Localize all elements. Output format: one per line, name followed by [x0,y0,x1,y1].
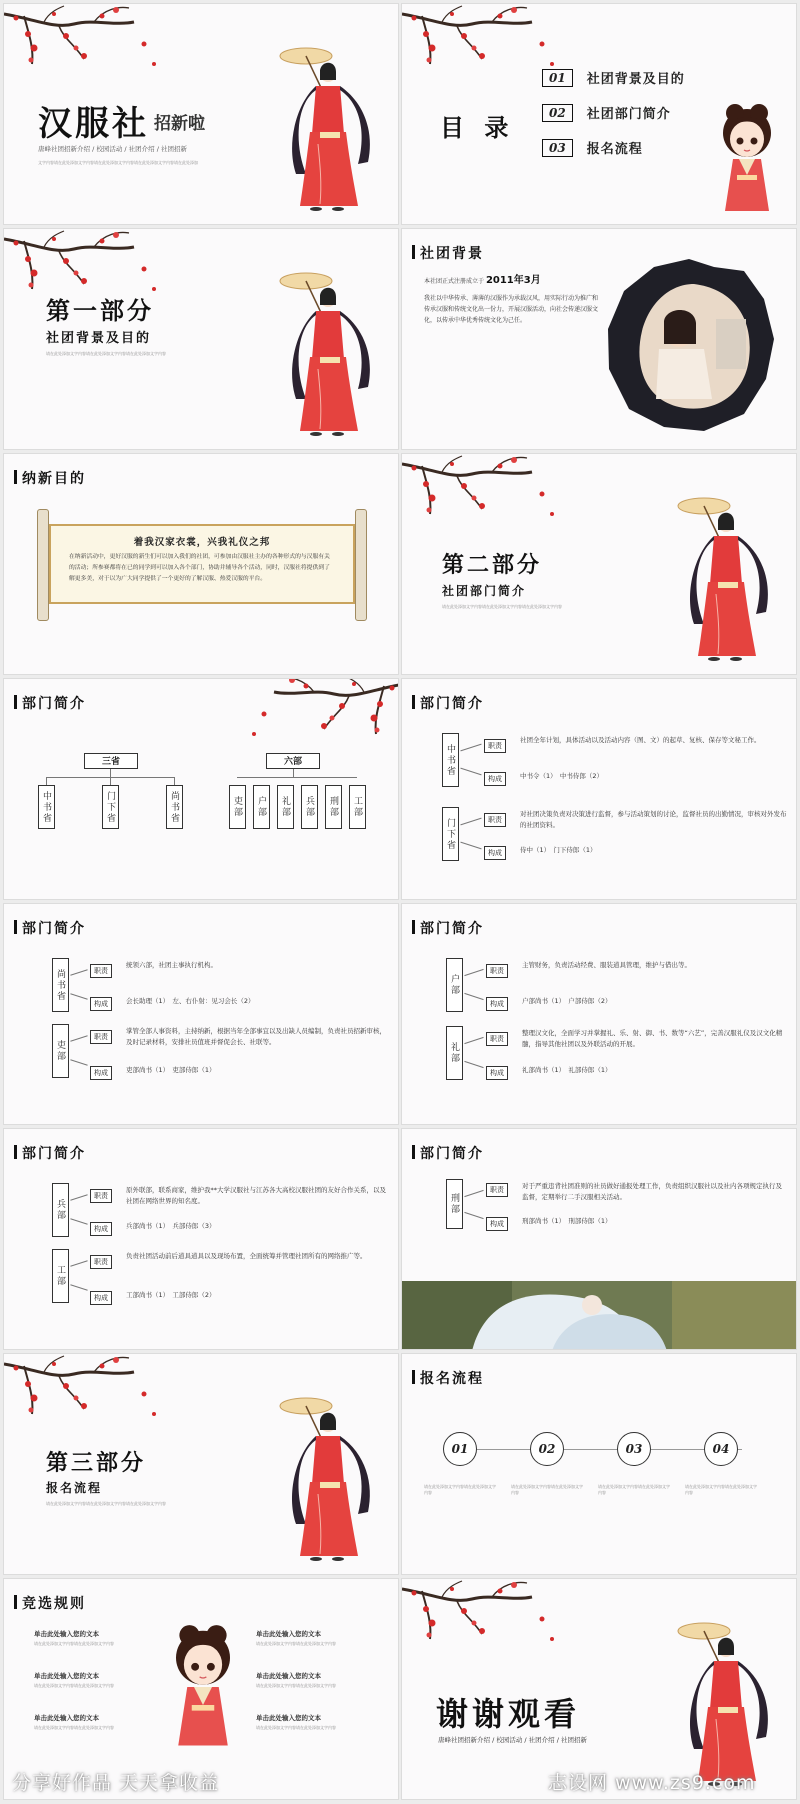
group-three-provinces: 三省 [84,753,138,769]
staff-tag: 构成 [90,1066,112,1080]
staff-tag: 构成 [90,1291,112,1305]
dept-box: 刑部 [325,785,342,829]
dept-name: 中书省 [442,733,459,787]
duty-tag: 职责 [90,1189,112,1203]
duty-text: 负责社团活动前后道具道具以及现场布置，全面统筹并管理社团所有的网络推广等。 [126,1252,367,1260]
toc-label: 社团背景及目的 [586,72,685,87]
rule-left-3: 单击此处输入您的文本 [34,1714,99,1722]
staff-text: 工部尚书（1） 工部侍郎（2） [126,1291,216,1299]
duty-tag: 职责 [484,739,506,753]
part-title: 第一部分 [46,296,154,325]
part-subtitle: 社团部门简介 [442,584,527,598]
scroll-heading: 着我汉家衣裳，兴我礼仪之邦 [133,537,271,548]
duty-text: 整理汉文化，全面学习并掌握礼、乐、射、御、书、数等“六艺”，完善汉服礼仪及汉文化精髓，指导其他社团以及外联活动的开展。 [522,1029,783,1048]
step-circle[interactable]: 04 [704,1432,738,1466]
duty-text: 主管财务，负责活动经费、服装道具管理，维护与借出等。 [522,961,691,969]
slide-heading: 纳新目的 [22,468,86,488]
toc-number: 03 [542,139,573,157]
staff-text: 会长助理（1） 左、右仆射：见习会长（2） [126,997,255,1005]
step-circle[interactable]: 02 [530,1432,564,1466]
dept-name: 吏部 [52,1024,69,1078]
chibi-girl-illustration [158,1617,248,1757]
slide-registration-process[interactable] [401,1353,797,1575]
staff-text: 吏部尚书（1） 吏部侍郎（1） [126,1066,216,1074]
toc-item-2[interactable] [542,103,671,122]
step-text: 请在此处添加文字内容请在此处添加文字内容 [424,1484,496,1495]
thanks-tagline: 唐峰社团招新介绍 / 校园活动 / 社团介绍 / 社团招新 [438,1736,587,1744]
scroll-paper [49,524,355,604]
toc-number: 02 [542,104,573,122]
slide-election-rules[interactable] [3,1578,399,1800]
dept-box: 门下省 [102,785,119,829]
step-circle[interactable]: 01 [443,1432,477,1466]
part-placeholder: 请在此处添加文字内容请在此处添加文字内容请在此处添加文字内容 [442,604,562,609]
part-subtitle: 社团背景及目的 [46,331,152,346]
slide-background[interactable] [401,228,797,450]
dept-box: 中书省 [38,785,55,829]
slide-heading: 报名流程 [420,1368,484,1388]
staff-tag: 构成 [90,1222,112,1236]
slide-heading: 部门简介 [420,693,484,713]
slide-dept-detail-5[interactable] [401,1128,797,1350]
rule-filler: 请在此处添加文字内容请在此处添加文字内容 [256,1725,336,1730]
rule-filler: 请在此处添加文字内容请在此处添加文字内容 [34,1641,114,1646]
slide-part-one[interactable] [3,228,399,450]
plum-branch-icon [402,4,562,84]
staff-tag: 构成 [486,1066,508,1080]
rule-filler: 请在此处添加文字内容请在此处添加文字内容 [256,1683,336,1688]
duty-text: 社团全年计划，具体活动以及活动内容（图、文）的起草、复核、保存等文秘工作。 [520,736,761,744]
step-text: 请在此处添加文字内容请在此处添加文字内容 [598,1484,670,1495]
staff-tag: 构成 [486,1217,508,1231]
dept-box: 户部 [253,785,270,829]
slide-heading: 部门简介 [22,1143,86,1163]
scroll-body: 在纳新活动中，更好汉服的新生们可以加入我们的社团，可参加由汉服社主办的各种形式的与汉服有关的活动；所参赛都将在已的同学到可以加入各个部门，协助并辅导各个活动，同时，汉服社将提供到了解更多美，对于以为广大同学提供了一个更好的了解汉服、热爱汉服的平台。 [69,554,330,582]
slide-cover[interactable] [3,3,399,225]
toc-item-3[interactable] [542,138,643,157]
toc-label: 报名流程 [586,142,643,157]
staff-text: 兵部尚书（1） 兵部侍郎（3） [126,1222,216,1230]
watermark-left: 分享好作品 天天拿收益 [12,1772,220,1794]
hanfu-girl-illustration [664,1609,784,1789]
staff-tag: 构成 [486,997,508,1011]
slide-heading: 部门简介 [22,693,86,713]
plum-branch-icon [4,4,164,84]
slide-contents[interactable] [401,3,797,225]
slide-thank-you[interactable] [401,1578,797,1800]
dept-box: 吏部 [229,785,246,829]
slide-heading: 部门简介 [22,918,86,938]
cover-tagline: 唐峰社团招新介绍 / 校园活动 / 社团介绍 / 社团招新 [38,145,187,153]
duty-text: 掌管全部人事资料，主持纳新，根据当年全部事宜以及出缺人员编制，负责社员招新审核，及时记录材料，安排社员值班并督促会长、社联等。 [126,1027,386,1046]
plum-branch-icon [402,1579,562,1659]
duty-text: 统领六部，社团主事执行机构。 [126,961,217,969]
slide-dept-detail-2[interactable] [3,903,399,1125]
thanks-title: 谢谢观看 [436,1695,581,1733]
brush-photo-frame [594,249,784,439]
staff-text: 侍中（1） 门下侍郎（1） [520,846,597,854]
dept-name: 工部 [52,1249,69,1303]
slide-heading: 部门简介 [420,918,484,938]
part-placeholder: 请在此处添加文字内容请在此处添加文字内容请在此处添加文字内容 [46,1501,166,1506]
cover-placeholder: 文字内容请在此处添加文字内容请在此处添加文字内容请在此处添加文字内容请在此处添加 [38,160,198,165]
staff-text: 刑部尚书（1） 刑部侍郎（1） [522,1217,612,1225]
duty-text: 对于严重违背社团准则的社员做好通报处理工作，负责组织汉服社以及社内各项规定执行及监督，定期举行二手汉服相关活动。 [522,1182,782,1201]
rule-right-1: 单击此处输入您的文本 [256,1630,321,1638]
dept-name: 尚书省 [52,958,69,1012]
contents-title: 目 录 [440,113,515,142]
background-lead [424,275,604,287]
hanfu-girl-illustration [266,34,386,214]
staff-text: 户部尚书（1） 户部侍郎（2） [522,997,612,1005]
dept-box: 工部 [349,785,366,829]
part-title: 第三部分 [46,1450,147,1476]
step-text: 请在此处添加文字内容请在此处添加文字内容 [511,1484,583,1495]
duty-tag: 职责 [90,964,112,978]
slide-heading: 部门简介 [420,1143,484,1163]
dept-box: 尚书省 [166,785,183,829]
slide-heading: 竞选规则 [22,1593,86,1613]
slide-dept-detail-1[interactable] [401,678,797,900]
duty-tag: 职责 [486,1032,508,1046]
toc-label: 社团部门简介 [586,107,671,122]
rule-filler: 请在此处添加文字内容请在此处添加文字内容 [256,1641,336,1646]
staff-text: 礼部尚书（1） 礼部侍郎（1） [522,1066,612,1074]
staff-tag: 构成 [90,997,112,1011]
dept-box: 礼部 [277,785,294,829]
rule-left-2: 单击此处输入您的文本 [34,1672,99,1680]
dept-name: 礼部 [446,1026,463,1080]
slide-dept-detail-4[interactable] [3,1128,399,1350]
chibi-girl-illustration [707,99,787,219]
slide-recruit-purpose[interactable] [3,453,399,675]
duty-tag: 职责 [486,1183,508,1197]
group-six-ministries: 六部 [266,753,320,769]
cover-subtitle: 招新啦 [154,114,205,134]
background-lead-text: 本社团正式注册成立于 [424,278,485,285]
rule-right-2: 单击此处输入您的文本 [256,1672,321,1680]
duty-tag: 职责 [486,964,508,978]
slide-part-three[interactable] [3,1353,399,1575]
staff-tag: 构成 [484,846,506,860]
plum-branch-icon [244,678,399,754]
dept-name: 刑部 [446,1179,463,1229]
slide-part-two[interactable] [401,453,797,675]
dept-name: 兵部 [52,1183,69,1237]
plum-branch-icon [402,454,562,534]
duty-text: 原外联部，联系商家，维护我**大学汉服社与江苏各大高校汉服社团的友好合作关系，以及社团在网络世界的知名度。 [126,1186,386,1205]
cover-title: 汉服社 [38,104,149,144]
scroll-rod-right [355,509,367,621]
part-title: 第二部分 [442,552,543,578]
dept-name: 门下省 [442,807,459,861]
rule-left-1: 单击此处输入您的文本 [34,1630,99,1638]
plum-branch-icon [4,1354,164,1434]
hanfu-girl-illustration [266,259,386,439]
hanfu-girl-illustration [664,484,784,664]
slide-heading: 社团背景 [420,243,484,263]
rule-filler: 请在此处添加文字内容请在此处添加文字内容 [34,1683,114,1688]
step-circle[interactable]: 03 [617,1432,651,1466]
part-subtitle: 报名流程 [46,1481,103,1495]
slide-org-chart[interactable] [3,678,399,900]
scroll-rod-left [37,509,49,621]
staff-tag: 构成 [484,772,506,786]
toc-number: 01 [542,69,573,87]
background-body: 我社以中华传承、薄薄的汉服作为承载汉风，用实际行动为推广和传承汉服和传统文化出一份力，开展汉服活动，向社会传递汉服文化，以传承中华优秀传统文化为己任。 [424,295,599,324]
part-placeholder: 请在此处添加文字内容请在此处添加文字内容请在此处添加文字内容 [46,351,166,356]
staff-text: 中书令（1） 中书侍郎（2） [520,772,604,780]
watermark-right: 志设网 www.zs9.com [548,1772,756,1794]
rule-right-3: 单击此处输入您的文本 [256,1714,321,1722]
rule-filler: 请在此处添加文字内容请在此处添加文字内容 [34,1725,114,1730]
hanfu-girl-illustration [266,1384,386,1564]
step-text: 请在此处添加文字内容请在此处添加文字内容 [685,1484,757,1495]
slide-dept-detail-3[interactable] [401,903,797,1125]
founding-date: 2011年3月 [485,275,541,286]
toc-item-1[interactable] [542,68,685,87]
duty-text: 对社团决策负责对决策进行监督，参与活动策划的讨论，监督社员的出勤情况，审核对外发布的社团资料。 [520,810,787,829]
duty-tag: 职责 [484,813,506,827]
duty-tag: 职责 [90,1255,112,1269]
duty-tag: 职责 [90,1030,112,1044]
hanfu-photo-strip [402,1281,797,1350]
dept-name: 户部 [446,958,463,1012]
dept-box: 兵部 [301,785,318,829]
